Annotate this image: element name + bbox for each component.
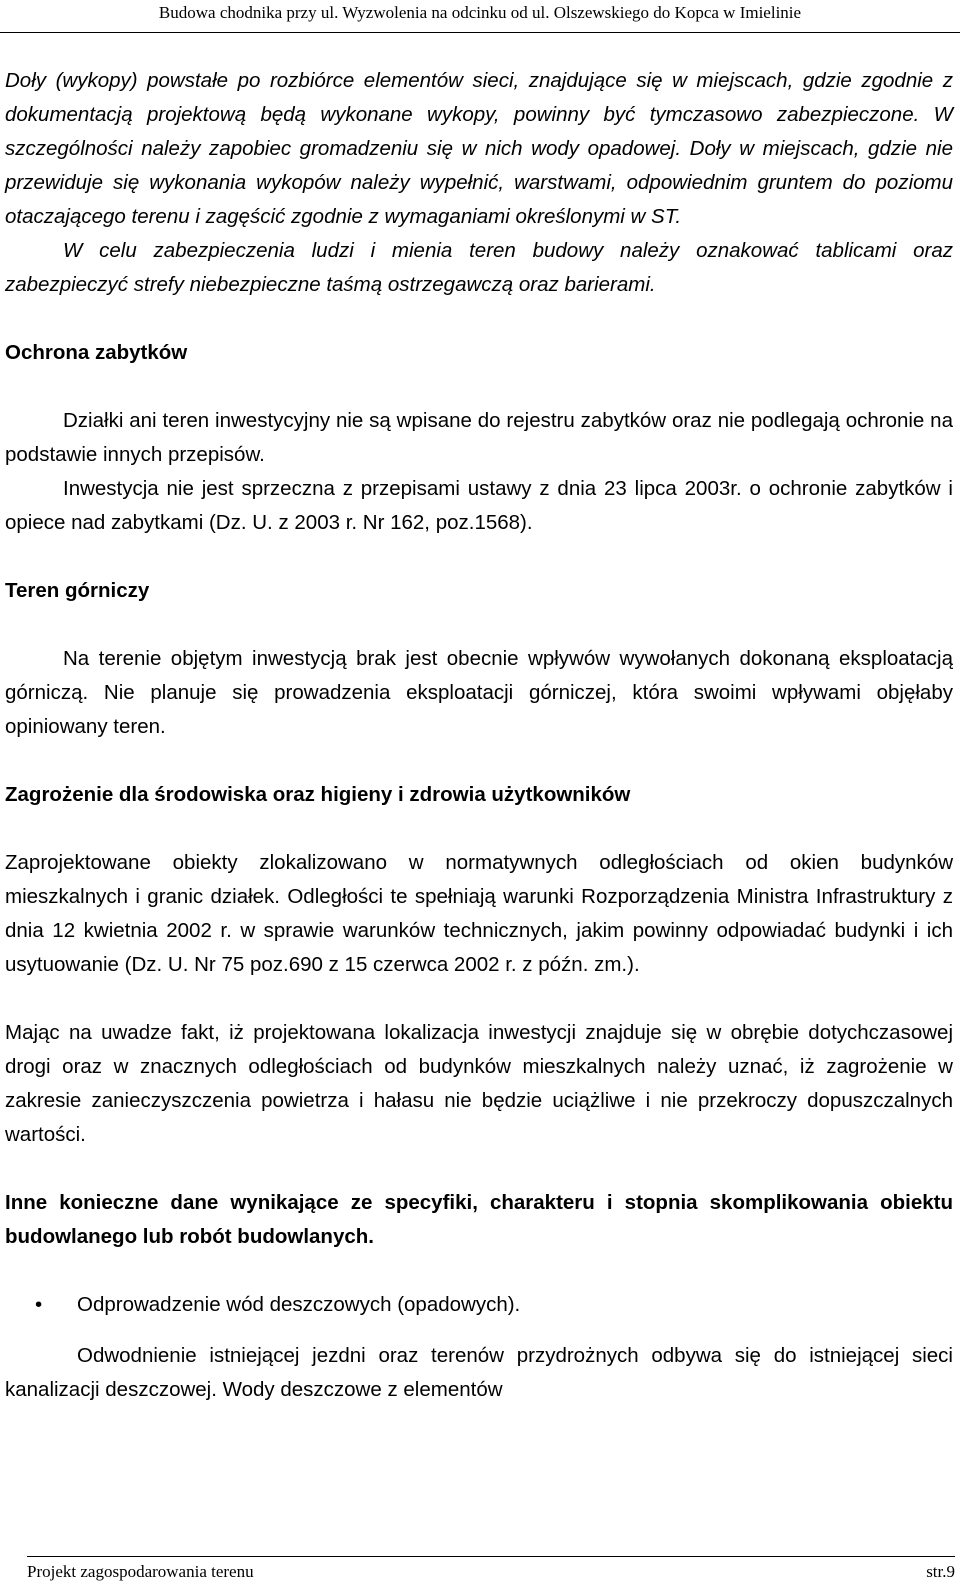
page-header (0, 0, 960, 33)
heading-environment: Zagrożenie dla środowiska oraz higieny i zdrowia użytkowników (5, 783, 631, 806)
heading-mining: Teren górniczy (5, 579, 150, 602)
footer-title: Projekt zagospodarowania terenu (27, 1562, 254, 1581)
header-title: Budowa chodnika przy ul. Wyzwolenia na odcinku od ul. Olszewskiego do Kopca w Imielinie (158, 3, 802, 22)
bullet-symbol: • (35, 1293, 43, 1316)
drainage-paragraph: Odwodnienie istniejącej jezdni oraz terenów przydrożnych odbywa się do istniejącej sieci kanalizacji deszczowej. Wody deszczowe z elementów (5, 1344, 953, 1401)
heading-other-data: Inne konieczne dane wynikające ze specyfiki, charakteru i stopnia skomplikowania obiektu budowlanego lub robót budowlanych. (5, 1191, 953, 1248)
page-footer (27, 1556, 955, 1590)
bullet-item (5, 1288, 953, 1322)
intro-paragraph-pits: Doły (wykopy) powstałe po rozbiórce elementów sieci, znajdujące się w miejscach, gdzie zgodnie z dokumentacją projektową będą wykonane wykopy, powinny być tymczasowo zabezpieczone. W szczególności należy zapobiec gromadzeniu się w nich wody opadowej. Doły w miejscach, gdzie nie przewiduje się wykonania wykopów należy wypełnić, warstwami, odpowiednim gruntem do poziomu otaczającego terenu i zagęścić zgodnie z wymaganiami określonymi w ST. (5, 69, 953, 228)
monuments-paragraph-2: Inwestycja nie jest sprzeczna z przepisami ustawy z dnia 23 lipca 2003r. o ochronie zabytków i opiece nad zabytkami (Dz. U. z 2003 r. Nr 162, poz.1568). (5, 477, 953, 534)
heading-monuments: Ochrona zabytków (5, 341, 188, 364)
environment-paragraph-1: Zaprojektowane obiekty zlokalizowano w normatywnych odległościach od okien budynków mieszkalnych i granic działek. Odległości te spełniają warunki Rozporządzenia Ministra Infrastruktury z dnia 12 kwietnia 2002 r. w sprawie warunków technicznych, jakim powinny odpowiadać budynki i ich usytuowanie (Dz. U. Nr 75 poz.690 z 15 czerwca 2002 r. z późn. zm.). (5, 851, 953, 976)
page-number: str.9 (926, 1562, 955, 1581)
bullet-text: Odprowadzenie wód deszczowych (opadowych). (77, 1293, 521, 1316)
document-body (5, 64, 953, 1407)
monuments-paragraph-1: Działki ani teren inwestycyjny nie są wpisane do rejestru zabytków oraz nie podlegają ochronie na podstawie innych przepisów. (5, 409, 953, 466)
mining-paragraph: Na terenie objętym inwestycją brak jest obecnie wpływów wywołanych dokonaną eksploatacją górniczą. Nie planuje się prowadzenia eksploatacji górniczej, która swoimi wpływami objęłaby opiniowany teren. (5, 647, 953, 738)
environment-paragraph-2: Mając na uwadze fakt, iż projektowana lokalizacja inwestycji znajduje się w obrębie dotychczasowej drogi oraz w znacznych odległościach od budynków mieszkalnych należy uznać, iż zagrożenie w zakresie zanieczyszczenia powietrza i hałasu nie będzie uciążliwe i nie przekroczy dopuszczalnych wartości. (5, 1021, 953, 1146)
intro-paragraph-safety: W celu zabezpieczenia ludzi i mienia teren budowy należy oznakować tablicami oraz zabezpieczyć strefy niebezpieczne taśmą ostrzegawczą oraz barierami. (5, 239, 953, 296)
